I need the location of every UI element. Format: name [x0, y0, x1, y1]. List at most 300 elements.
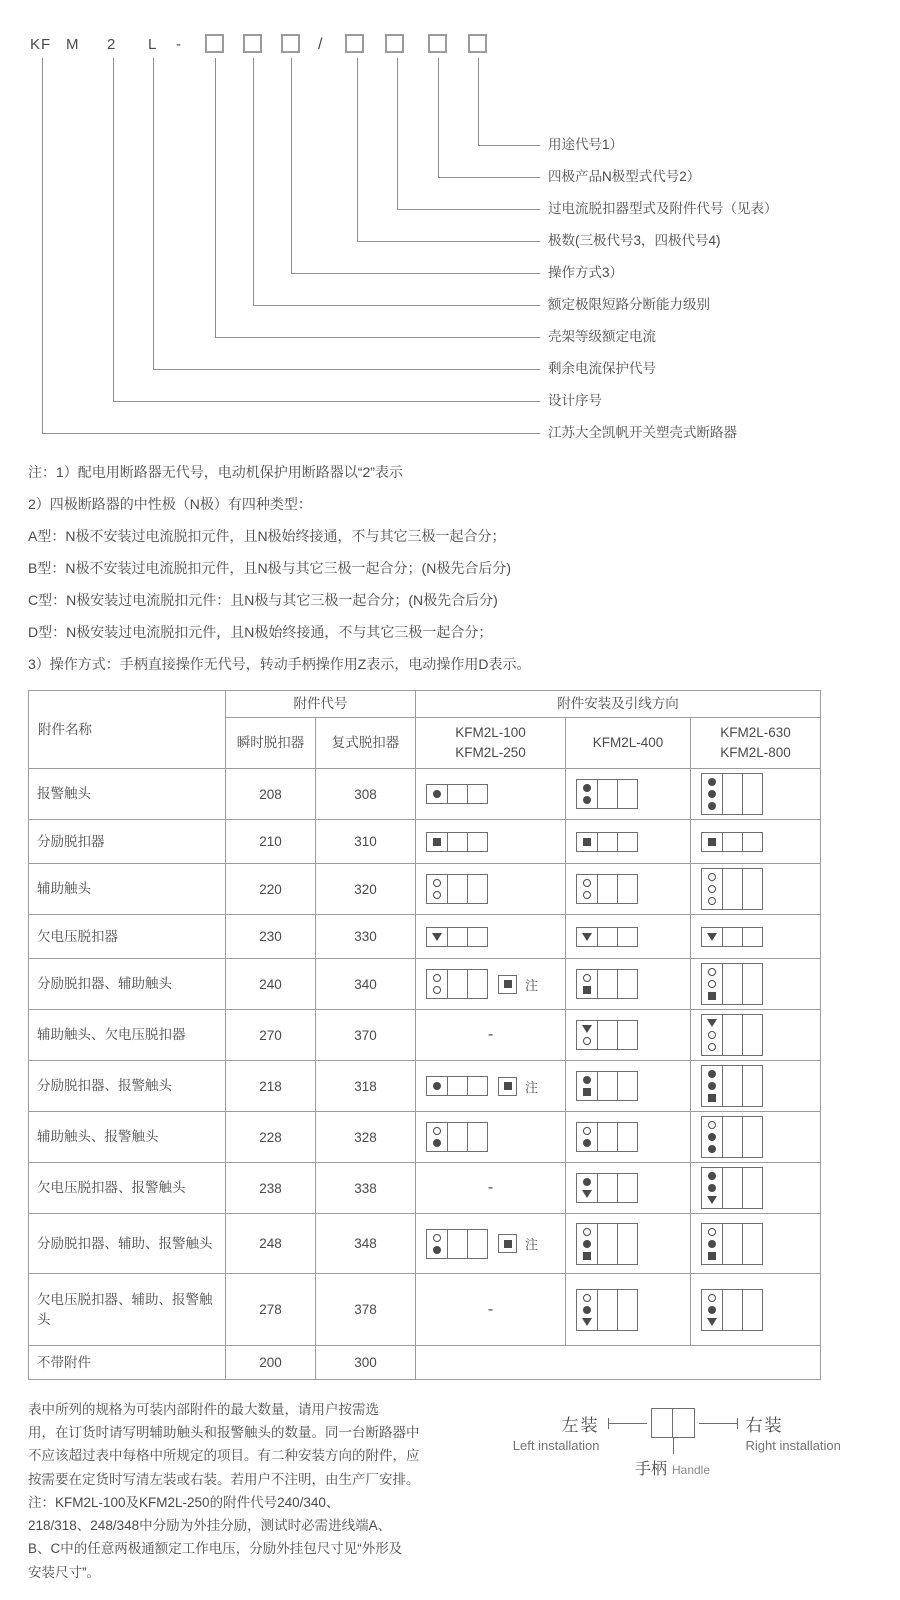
mount-strip [702, 1224, 722, 1264]
dot-icon [433, 1139, 441, 1147]
mount-box [576, 969, 638, 999]
mount-strip [447, 875, 467, 903]
install-cell-dash: - [416, 1274, 566, 1346]
mount-strip [447, 1230, 467, 1258]
accessory-code: 228 [226, 1112, 316, 1163]
code-label: 极数(三极代号3，四极代号4) [548, 233, 721, 248]
dot-icon [708, 1172, 716, 1180]
right-install-en: Right installation [745, 1437, 841, 1453]
leader-line-v [42, 58, 43, 433]
accessory-code: 200 [226, 1346, 316, 1380]
circle-icon [583, 1294, 591, 1302]
accessory-code: 270 [226, 1010, 316, 1061]
mount-box [701, 1116, 763, 1158]
code-box-icon [205, 34, 224, 53]
square-icon [583, 986, 591, 994]
note-line: 2）四极断路器的中性极（N极）有四种类型： [28, 496, 312, 512]
mount-strip [577, 1021, 597, 1049]
code-box-icon [428, 34, 447, 53]
circle-icon [708, 1121, 716, 1129]
mount-box [701, 963, 763, 1005]
mount-strip [742, 1066, 762, 1106]
footer-line: 安装尺寸”。 [28, 1564, 100, 1580]
code-letter: L [148, 36, 158, 53]
install-cell [566, 864, 691, 915]
dot-icon [583, 796, 591, 804]
circle-icon [583, 1228, 591, 1236]
install-cell [416, 1061, 566, 1112]
mount-strip [577, 1072, 597, 1100]
accessory-code: 230 [226, 915, 316, 959]
mount-strip [577, 1174, 597, 1202]
table-row [29, 959, 821, 1010]
installation-row [473, 1408, 872, 1478]
install-cell [566, 959, 691, 1010]
table-row [29, 820, 821, 864]
mount-strip [427, 833, 447, 851]
mount-strip [742, 869, 762, 909]
mount-strip [617, 928, 637, 946]
mount-strip [447, 833, 467, 851]
accessory-code: 340 [316, 959, 416, 1010]
mount-box [576, 1173, 638, 1203]
mount-strip [617, 875, 637, 903]
mount-strip [427, 875, 447, 903]
table-row [29, 1010, 821, 1061]
accessory-name: 不带附件 [29, 1346, 226, 1380]
install-cell [691, 1061, 821, 1112]
table-row [29, 1061, 821, 1112]
mount-strip [577, 1123, 597, 1151]
leader-line-h [215, 337, 540, 338]
accessory-code: 348 [316, 1214, 416, 1274]
mount-box [701, 1065, 763, 1107]
install-cell [566, 1010, 691, 1061]
right-install-zh: 右装 [745, 1415, 784, 1435]
leader-line-h [438, 177, 540, 178]
circle-icon [433, 891, 441, 899]
note-line: B型：N极不安装过电流脱扣元件，且N极与其它三极一起合分；(N极先合后分) [28, 560, 511, 576]
handle-wrap [634, 1408, 711, 1478]
mount-strip [722, 1168, 742, 1208]
mount-strip [597, 1224, 617, 1264]
accessory-code: 330 [316, 915, 416, 959]
mount-strip [427, 1230, 447, 1258]
note-line: A型：N极不安装过电流脱扣元件，且N极始终接通，不与其它三极一起合分； [28, 528, 506, 544]
table-row [29, 1214, 821, 1274]
mount-strip [577, 970, 597, 998]
leader-line-h [253, 305, 540, 306]
mount-box [576, 1122, 638, 1152]
handle-label [635, 1456, 710, 1479]
install-cell-dash: - [416, 1163, 566, 1214]
footer-line: B、C中的任意两极通额定工作电压，分励外挂包尺寸见“外形及 [28, 1541, 403, 1557]
square-icon [583, 838, 591, 846]
leader-line-h [397, 209, 540, 210]
mount-box [576, 874, 638, 904]
mount-strip [617, 780, 637, 808]
mount-box [701, 927, 763, 947]
install-cell [691, 820, 821, 864]
install-cell [691, 1214, 821, 1274]
accessory-name: 报警触头 [29, 769, 226, 820]
mount-strip [742, 833, 762, 851]
mount-strip [577, 1224, 597, 1264]
leader-line-v [357, 58, 358, 241]
install-cell [416, 1112, 566, 1163]
right-line [699, 1418, 738, 1429]
circle-icon [708, 1031, 716, 1039]
footer-section [0, 1398, 900, 1584]
square-icon [708, 1094, 716, 1102]
mount-strip [742, 928, 762, 946]
mount-strip [427, 1077, 447, 1095]
circle-icon [433, 879, 441, 887]
install-cell [566, 915, 691, 959]
accessory-code: 278 [226, 1274, 316, 1346]
install-cell [691, 915, 821, 959]
accessory-code: 318 [316, 1061, 416, 1112]
circle-icon [708, 968, 716, 976]
left-hline [609, 1423, 647, 1424]
mount-strip [702, 833, 722, 851]
leader-line-v [478, 58, 479, 145]
install-cell [691, 1163, 821, 1214]
handle-box-cell [672, 1409, 694, 1437]
code-label: 用途代号1） [548, 137, 624, 152]
mount-strip [742, 1168, 762, 1208]
install-cell [691, 959, 821, 1010]
mount-strip [467, 875, 487, 903]
tri-icon [707, 1318, 717, 1326]
dot-icon [708, 778, 716, 786]
accessory-code: 320 [316, 864, 416, 915]
circle-icon [583, 891, 591, 899]
mount-box [426, 927, 488, 947]
header-install-group: 附件安装及引线方向 [416, 691, 821, 718]
note-ref: 注 [525, 977, 539, 993]
install-cell [416, 959, 566, 1010]
accessory-code: 370 [316, 1010, 416, 1061]
mount-strip [427, 928, 447, 946]
install-cell [691, 769, 821, 820]
dot-icon [708, 1184, 716, 1192]
mount-strip [467, 785, 487, 803]
mount-strip [577, 1290, 597, 1330]
mount-box [576, 1020, 638, 1050]
external-mount-box [498, 1077, 517, 1096]
square-icon [708, 1252, 716, 1260]
mount-box [576, 779, 638, 809]
install-cell [691, 1010, 821, 1061]
table-row [29, 1163, 821, 1214]
header-model-col: KFM2L-100 KFM2L-250 [416, 718, 566, 769]
note-ref: 注 [525, 1237, 539, 1252]
circle-icon [433, 1127, 441, 1135]
dot-icon [583, 784, 591, 792]
code-label: 剩余电流保护代号 [548, 361, 656, 376]
dot-icon [583, 1240, 591, 1248]
mount-strip [722, 1117, 742, 1157]
install-cell [566, 1274, 691, 1346]
mount-strip [577, 875, 597, 903]
header-name: 附件名称 [29, 691, 226, 769]
mount-strip [617, 970, 637, 998]
table-row [29, 769, 821, 820]
accessory-code: 310 [316, 820, 416, 864]
code-box-icon [468, 34, 487, 53]
leader-line-h [42, 433, 540, 434]
code-label: 江苏大全凯帆开关塑壳式断路器 [548, 425, 737, 440]
mount-strip [722, 964, 742, 1004]
mount-strip [467, 928, 487, 946]
accessory-table [28, 690, 821, 1380]
mount-box [576, 1223, 638, 1265]
code-label: 四极产品N极型式代号2） [548, 169, 701, 184]
mount-strip [742, 774, 762, 814]
mount-strip [742, 1015, 762, 1055]
dot-icon [433, 790, 441, 798]
accessory-code: 218 [226, 1061, 316, 1112]
tri-icon [707, 1019, 717, 1027]
note-ref: 注 [525, 1079, 539, 1095]
dot-icon [433, 1082, 441, 1090]
mount-strip [722, 1290, 742, 1330]
circle-icon [708, 885, 716, 893]
circle-icon [708, 1294, 716, 1302]
accessory-name: 辅助触头 [29, 864, 226, 915]
footer-line: 注：KFM2L-100及KFM2L-250的附件代号240/340、 [28, 1494, 340, 1510]
install-cell [566, 769, 691, 820]
handle-zh: 手柄 [634, 1461, 667, 1478]
leader-line-v [215, 58, 216, 337]
note-line: 注：1）配电用断路器无代号，电动机保护用断路器以“2”表示 [28, 464, 403, 480]
accessory-code: 308 [316, 769, 416, 820]
mount-strip [427, 785, 447, 803]
mount-strip [467, 970, 487, 998]
code-box-icon [385, 34, 404, 53]
mount-strip [742, 1117, 762, 1157]
mount-strip [597, 833, 617, 851]
left-install-zh: 左装 [561, 1415, 600, 1435]
footer-line: 不应该超过表中每格中所规定的项目。有二种安装方向的附件，应 [28, 1448, 420, 1464]
mount-strip [702, 928, 722, 946]
accessory-code: 220 [226, 864, 316, 915]
table-row [29, 1274, 821, 1346]
mount-strip [742, 1290, 762, 1330]
code-label: 额定极限短路分断能力级别 [548, 297, 710, 312]
mount-strip [597, 1123, 617, 1151]
mount-box [576, 832, 638, 852]
mount-strip [447, 1123, 467, 1151]
right-install-label [745, 1411, 841, 1453]
mount-strip [617, 1072, 637, 1100]
leader-line-v [438, 58, 439, 177]
accessory-name: 辅助触头、报警触头 [29, 1112, 226, 1163]
leader-line-h [478, 145, 540, 146]
handle-box-icon [651, 1408, 695, 1438]
left-line [608, 1418, 647, 1429]
mount-strip [427, 1123, 447, 1151]
circle-icon [708, 873, 716, 881]
footer-paragraph [28, 1398, 473, 1584]
accessory-code: 240 [226, 959, 316, 1010]
tri-icon [582, 1190, 592, 1198]
square-icon [504, 1082, 512, 1090]
handle-stem [673, 1438, 674, 1454]
mount-strip [597, 1021, 617, 1049]
mount-strip [617, 1174, 637, 1202]
circle-icon [583, 1037, 591, 1045]
accessory-name: 辅助触头、欠电压脱扣器 [29, 1010, 226, 1061]
dot-icon [708, 1133, 716, 1141]
dot-icon [708, 1306, 716, 1314]
mount-strip [702, 1290, 722, 1330]
accessory-code: 248 [226, 1214, 316, 1274]
header-code-group: 附件代号 [226, 691, 416, 718]
install-cell [691, 864, 821, 915]
handle-en: Handle [671, 1463, 711, 1477]
accessory-code: 238 [226, 1163, 316, 1214]
note-line: 3）操作方式：手柄直接操作无代号，转动手柄操作用Z表示，电动操作用D表示。 [28, 656, 531, 672]
mount-strip [597, 780, 617, 808]
circle-icon [583, 1127, 591, 1135]
mount-box [426, 832, 488, 852]
installation-diagram [473, 1398, 872, 1478]
mount-box [701, 868, 763, 910]
table-row [29, 1346, 821, 1380]
mount-strip [447, 928, 467, 946]
mount-strip [702, 964, 722, 1004]
mount-strip [447, 970, 467, 998]
mount-strip [597, 928, 617, 946]
right-tick-icon [737, 1418, 738, 1429]
install-cell [416, 820, 566, 864]
dot-icon [708, 790, 716, 798]
table-row [29, 864, 821, 915]
mount-strip [467, 1230, 487, 1258]
dot-icon [708, 1145, 716, 1153]
install-cell [416, 1214, 566, 1274]
code-box-icon [281, 34, 300, 53]
mount-strip [722, 928, 742, 946]
code-label: 设计序号 [548, 393, 602, 408]
code-slash: / [318, 36, 324, 53]
mount-strip [702, 774, 722, 814]
accessory-name: 欠电压脱扣器、报警触头 [29, 1163, 226, 1214]
mount-strip [722, 1015, 742, 1055]
mount-strip [597, 970, 617, 998]
accessory-name: 分励脱扣器、辅助触头 [29, 959, 226, 1010]
mount-strip [447, 1077, 467, 1095]
mount-box [576, 1289, 638, 1331]
install-cell [691, 1112, 821, 1163]
notes-section [0, 452, 900, 680]
code-box-icon [243, 34, 262, 53]
tri-icon [432, 933, 442, 941]
mount-strip [597, 1174, 617, 1202]
mount-strip [702, 1117, 722, 1157]
accessory-code: 300 [316, 1346, 416, 1380]
square-icon [504, 980, 512, 988]
accessory-name: 分励脱扣器 [29, 820, 226, 864]
circle-icon [708, 897, 716, 905]
circle-icon [433, 974, 441, 982]
dot-icon [583, 1076, 591, 1084]
header-model-col: KFM2L-630 KFM2L-800 [691, 718, 821, 769]
mount-box [426, 1122, 488, 1152]
header-code-col: 瞬时脱扣器 [226, 718, 316, 769]
footer-line: 218/318、248/348中分励为外挂分励，测试时必需进线端A、 [28, 1518, 392, 1534]
circle-icon [708, 980, 716, 988]
mount-strip [577, 928, 597, 946]
mount-box [701, 1014, 763, 1056]
accessory-name: 欠电压脱扣器、辅助、报警触头 [29, 1274, 226, 1346]
leader-line-v [253, 58, 254, 305]
circle-icon [708, 1043, 716, 1051]
mount-strip [617, 1290, 637, 1330]
install-cell [566, 820, 691, 864]
install-cell [416, 915, 566, 959]
code-label: 壳架等级额定电流 [548, 329, 656, 344]
mount-strip [702, 869, 722, 909]
tri-icon [707, 1196, 717, 1204]
code-letter: KF [30, 36, 52, 53]
accessory-code: 328 [316, 1112, 416, 1163]
mount-box [426, 1076, 488, 1096]
leader-line-v [291, 58, 292, 273]
mount-box [426, 874, 488, 904]
mount-strip [617, 1021, 637, 1049]
mount-strip [467, 1123, 487, 1151]
mount-strip [427, 970, 447, 998]
accessory-code: 338 [316, 1163, 416, 1214]
tri-icon [582, 1025, 592, 1033]
mount-strip [722, 774, 742, 814]
circle-icon [433, 1234, 441, 1242]
mount-strip [617, 833, 637, 851]
dot-icon [708, 802, 716, 810]
mount-strip [702, 1015, 722, 1055]
mount-strip [617, 1123, 637, 1151]
mount-box [576, 927, 638, 947]
mount-strip [617, 1224, 637, 1264]
mount-strip [467, 833, 487, 851]
mount-strip [597, 1290, 617, 1330]
code-letter: M [66, 36, 80, 53]
note-line: C型：N极安装过电流脱扣元件：且N极与其它三极一起合分；(N极先合后分) [28, 592, 498, 608]
mount-strip [722, 1224, 742, 1264]
mount-box [426, 1229, 488, 1259]
accessory-name: 分励脱扣器、辅助、报警触头 [29, 1214, 226, 1274]
tri-icon [707, 933, 717, 941]
accessory-code: 378 [316, 1274, 416, 1346]
dot-icon [583, 1306, 591, 1314]
table-row [29, 915, 821, 959]
code-letter: 2 [107, 36, 117, 53]
square-icon [708, 838, 716, 846]
dot-icon [708, 1082, 716, 1090]
install-cell [691, 1274, 821, 1346]
leader-line-h [357, 241, 540, 242]
mount-strip [702, 1168, 722, 1208]
left-install-label [512, 1411, 600, 1453]
dot-icon [583, 1178, 591, 1186]
dot-icon [583, 1139, 591, 1147]
left-install-en: Left installation [512, 1437, 600, 1453]
mount-strip [577, 833, 597, 851]
tri-icon [582, 1318, 592, 1326]
